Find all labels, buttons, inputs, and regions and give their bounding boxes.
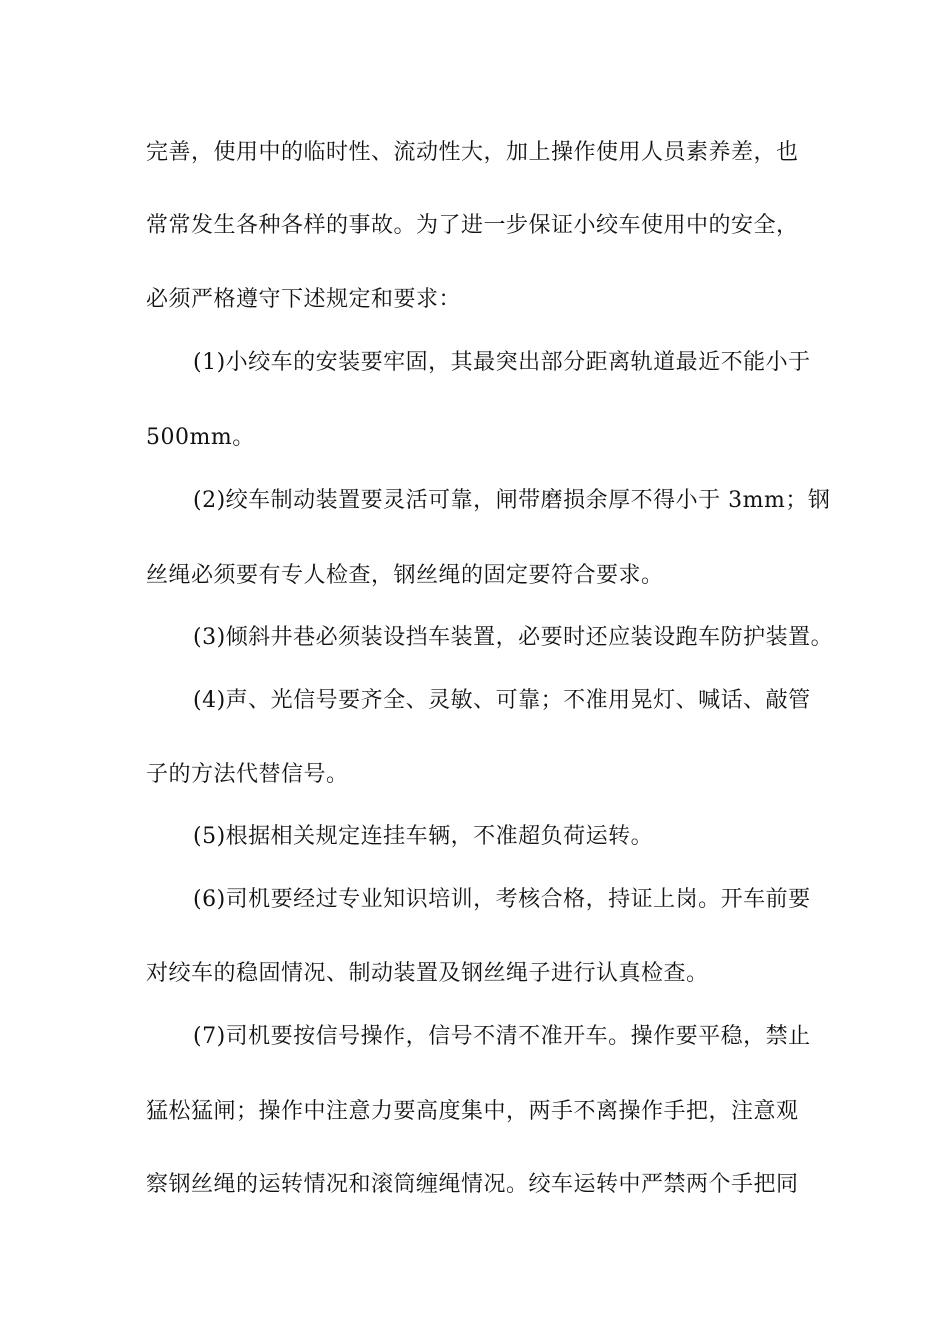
text-line-10: 子的方法代替信号。: [146, 762, 349, 787]
text-line-14: (7)司机要按信号操作，信号不清不准开车。操作要平稳，禁止: [193, 1024, 811, 1049]
text-line-15: 猛松猛闸；操作中注意力要高度集中，两手不离操作手把，注意观: [146, 1099, 799, 1124]
text-line-4: (1)小绞车的安装要牢固，其最突出部分距离轨道最近不能小于: [193, 350, 811, 375]
text-line-9: (4)声、光信号要齐全、灵敏、可靠；不准用晃灯、喊话、敲管: [193, 688, 811, 713]
text-line-13: 对绞车的稳固情况、制动装置及钢丝绳子进行认真检查。: [146, 961, 709, 986]
text-line-1: 完善，使用中的临时性、流动性大，加上操作使用人员素养差，也: [146, 140, 799, 165]
text-line-5: 500mm。: [146, 425, 255, 450]
text-line-8: (3)倾斜井巷必须装设挡车装置，必要时还应装设跑车防护装置。: [193, 625, 834, 650]
text-line-11: (5)根据相关规定连挂车辆，不准超负荷运转。: [193, 824, 654, 849]
text-line-7: 丝绳必须要有专人检查，钢丝绳的固定要符合要求。: [146, 563, 664, 588]
text-line-3: 必须严格遵守下述规定和要求：: [146, 287, 462, 312]
text-line-12: (6)司机要经过专业知识培训，考核合格，持证上岗。开车前要: [193, 887, 811, 912]
text-line-6: (2)绞车制动装置要灵活可靠，闸带磨损余厚不得小于 3mm；钢: [193, 488, 831, 513]
text-line-16: 察钢丝绳的运转情况和滚筒缠绳情况。绞车运转中严禁两个手把同: [146, 1172, 799, 1197]
text-line-2: 常常发生各种各样的事故。为了进一步保证小绞车使用中的安全，: [146, 213, 799, 238]
